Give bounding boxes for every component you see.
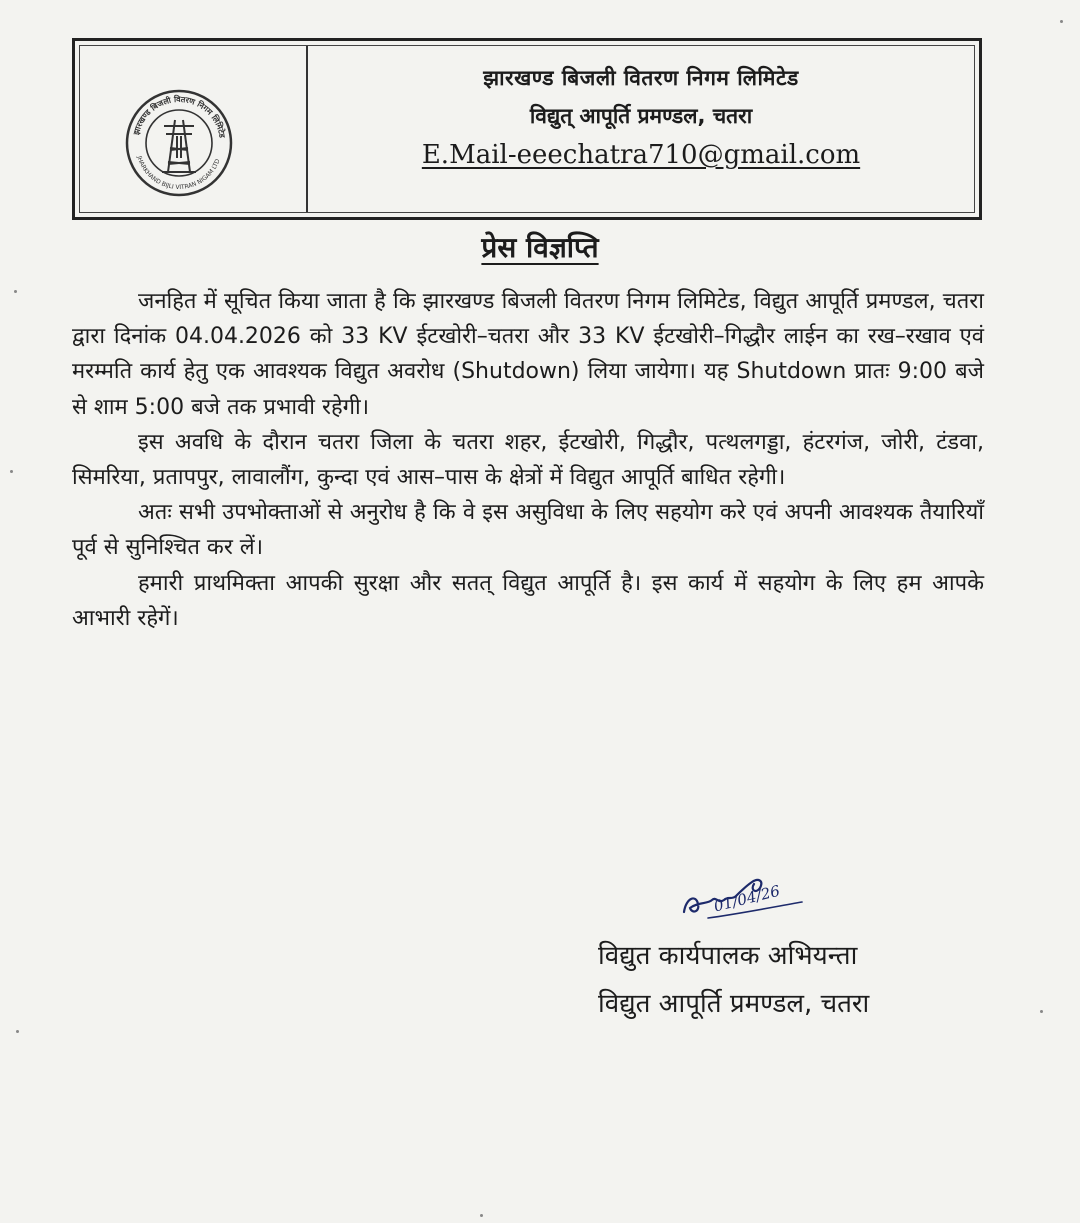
logo-cell — [80, 46, 308, 212]
jbvnl-seal-icon — [124, 88, 234, 198]
paragraph-priority: हमारी प्राथमिक्ता आपकी सुरक्षा और सतत् विद्युत आपूर्ति है। इस कार्य में सहयोग के लिए हम आपके आभारी रहेगें। — [72, 570, 984, 631]
paragraph-request: अतः सभी उपभोक्ताओं से अनुरोध है कि वे इस असुविधा के लिए सहयोग करे एवं अपनी आवश्यक तैयारियाँ पूर्व से सुनिश्चित कर लें। — [72, 500, 984, 561]
signatory-division: विद्युत आपूर्ति प्रमण्डल, चतरा — [598, 989, 870, 1019]
svg-text:झारखण्ड बिजली वितरण निगम लिमिट: झारखण्ड बिजली वितरण निगम लिमिटेड — [131, 94, 227, 139]
svg-text:JHARKHAND BIJLI VITRAN NIGAM L: JHARKHAND BIJLI VITRAN NIGAM LTD — [135, 155, 222, 192]
paragraph-affected-areas: इस अवधि के दौरान चतरा जिला के चतरा शहर, ईटखोरी, गिद्धौर, पत्थलगड्डा, हंटरगंज, जोरी, टंडवा, सिमरिया, प्रतापपुर, लावालौंग, कुन्दा एवं आस–पास के क्षेत्रों में विद्युत आपूर्ति बाधित रहेगी। — [72, 429, 984, 491]
letterhead — [72, 38, 982, 220]
scan-speck — [10, 470, 13, 473]
signature-date: 01/04/26 — [712, 881, 782, 916]
letterhead-title — [308, 46, 974, 212]
scan-speck — [1060, 20, 1063, 23]
scan-speck — [14, 290, 17, 293]
scan-speck — [16, 1030, 19, 1033]
organization-name: झारखण्ड बिजली वितरण निगम लिमिटेड — [483, 66, 799, 90]
email-address: E.Mail-eeechatra710@gmail.com — [421, 140, 861, 170]
scan-speck — [1040, 1010, 1043, 1013]
scan-speck — [480, 1214, 483, 1217]
notice-body — [72, 284, 984, 636]
signatory-designation: विद्युत कार्यपालक अभियन्ता — [598, 941, 858, 971]
document-title: प्रेस विज्ञप्ति — [481, 231, 599, 264]
division-name: विद्युत् आपूर्ति प्रमण्डल, चतरा — [529, 104, 753, 128]
paragraph-shutdown: जनहित में सूचित किया जाता है कि झारखण्ड बिजली वितरण निगम लिमिटेड, विद्युत आपूर्ति प्रमण्डल, चतरा द्वारा दिनांक 04.04.2026 को 33 KV ईटखोरी–चतरा और 33 KV ईटखोरी–गिद्धौर लाईन का रख–रखाव एवं मरम्मति कार्य हेतु एक आवश्यक विद्युत अवरोध (Shutdown) लिया जायेगा। यह Shutdown प्रातः 9:00 बजे से शाम 5:00 बजे तक प्रभावी रहेगी। — [72, 289, 984, 420]
